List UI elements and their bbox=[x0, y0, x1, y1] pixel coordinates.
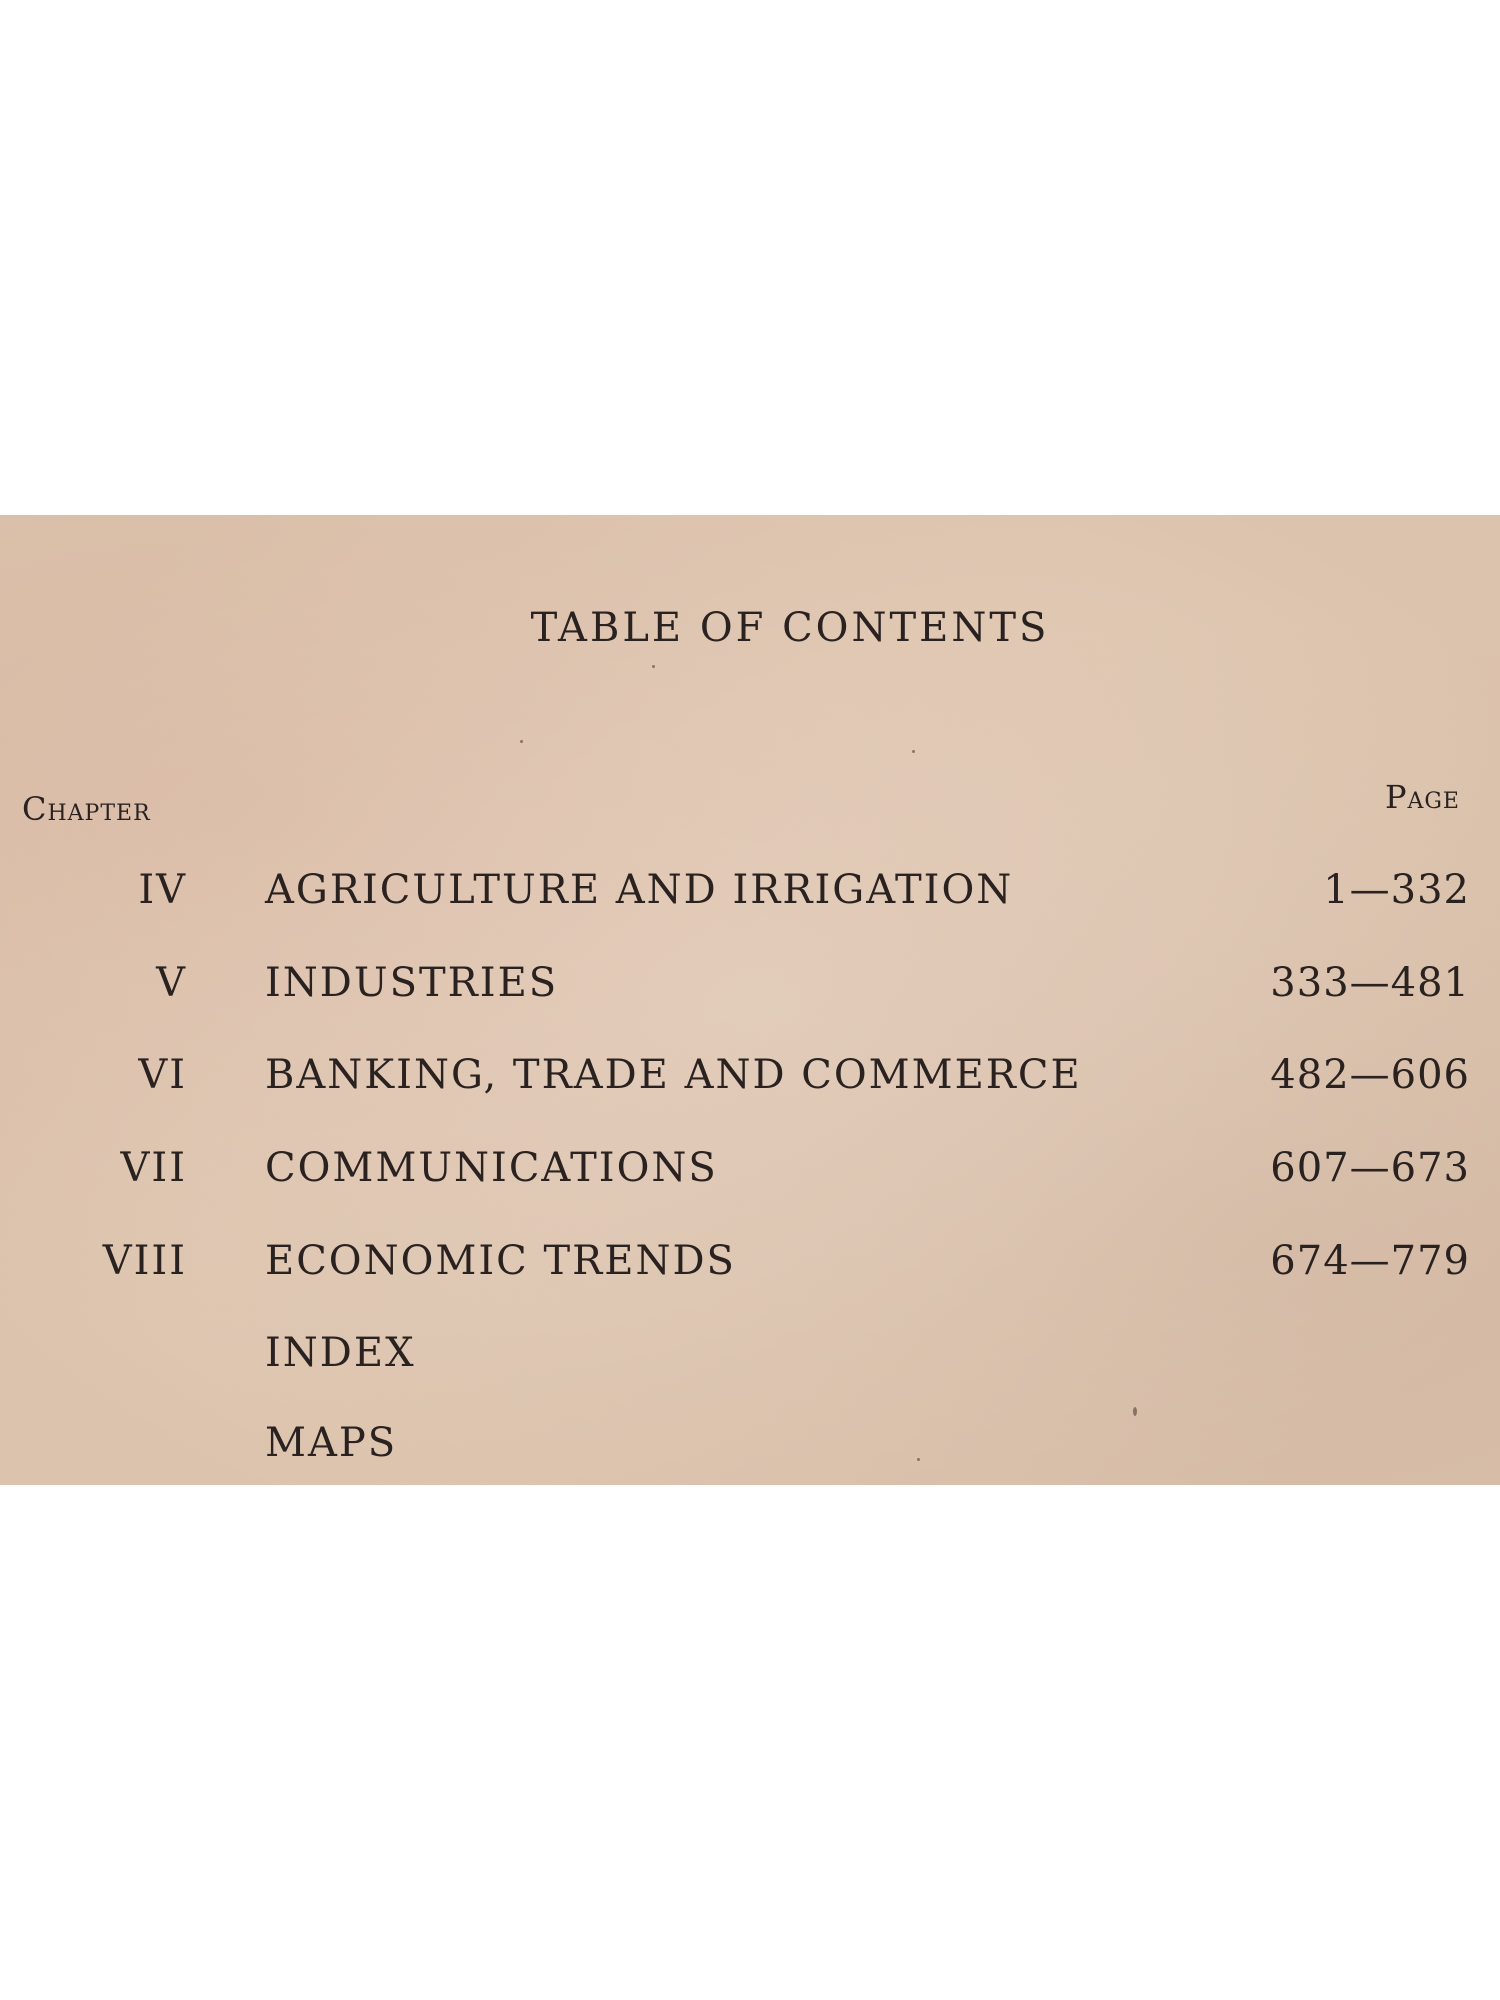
chapter-title: INDEX bbox=[265, 1330, 416, 1376]
page-range: 607—673 bbox=[1270, 1145, 1470, 1191]
toc-row bbox=[0, 1145, 1500, 1205]
scanned-page bbox=[0, 515, 1500, 1485]
chapter-number: IV bbox=[138, 867, 187, 913]
toc-row bbox=[0, 1238, 1500, 1298]
paper-speck bbox=[1133, 1407, 1137, 1416]
toc-row bbox=[0, 1330, 1500, 1390]
chapter-title: AGRICULTURE AND IRRIGATION bbox=[265, 867, 1014, 913]
chapter-number: VII bbox=[120, 1145, 187, 1191]
page-title: TABLE OF CONTENTS bbox=[530, 605, 1050, 651]
chapter-number: V bbox=[156, 960, 187, 1006]
paper-speck bbox=[520, 740, 523, 743]
chapter-title: MAPS bbox=[265, 1420, 398, 1466]
chapter-title: ECONOMIC TRENDS bbox=[265, 1238, 736, 1284]
chapter-number: VI bbox=[138, 1052, 187, 1098]
chapter-number: VIII bbox=[102, 1238, 187, 1284]
toc-row bbox=[0, 1420, 1500, 1480]
page-range: 1—332 bbox=[1323, 867, 1470, 913]
page-range: 674—779 bbox=[1270, 1238, 1470, 1284]
paper-speck bbox=[652, 665, 655, 668]
toc-row bbox=[0, 867, 1500, 927]
chapter-title: BANKING, TRADE AND COMMERCE bbox=[265, 1052, 1082, 1098]
toc-row bbox=[0, 1052, 1500, 1112]
page-column-header: Page bbox=[1384, 778, 1460, 816]
chapter-title: COMMUNICATIONS bbox=[265, 1145, 718, 1191]
paper-speck bbox=[912, 750, 915, 753]
page-range: 333—481 bbox=[1270, 960, 1470, 1006]
page-range: 482—606 bbox=[1270, 1052, 1470, 1098]
chapter-column-header: Chapter bbox=[22, 790, 151, 828]
toc-row bbox=[0, 960, 1500, 1020]
chapter-title: INDUSTRIES bbox=[265, 960, 559, 1006]
